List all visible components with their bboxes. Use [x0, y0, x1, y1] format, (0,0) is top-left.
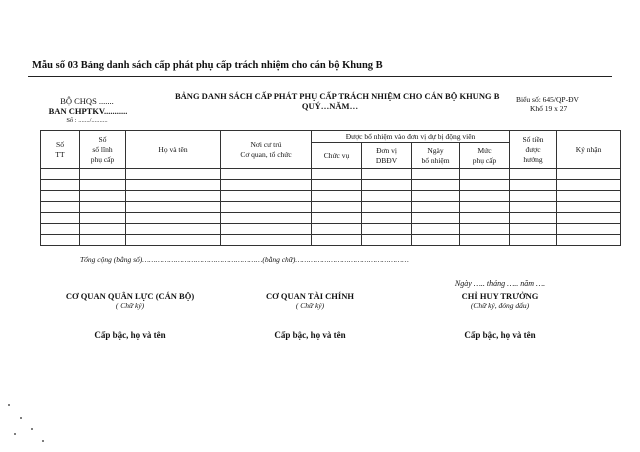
title-underline [28, 76, 612, 77]
table-cell [510, 235, 557, 246]
signature-title-finance: CƠ QUAN TÀI CHÍNH [266, 291, 354, 301]
scan-speck [20, 417, 22, 419]
table-row [41, 202, 621, 213]
table-cell [126, 202, 221, 213]
table-cell [221, 235, 312, 246]
col-ho-ten-header: Họ và tên [126, 131, 221, 169]
allowance-table [40, 130, 621, 246]
col-so-linh-header: Số sổ lĩnh phụ cấp [80, 131, 126, 169]
scan-speck [8, 404, 10, 406]
table-cell [312, 191, 362, 202]
table-cell [510, 213, 557, 224]
table-cell [126, 169, 221, 180]
table-cell [41, 235, 80, 246]
form-title: Mẫu số 03 Bảng danh sách cấp phát phụ cấp trách nhiệm cho cán bộ Khung B [32, 60, 383, 71]
table-cell [460, 202, 510, 213]
table-cell [557, 213, 621, 224]
table-cell [312, 213, 362, 224]
col-stt-header: Số TT [41, 131, 80, 169]
table-cell [312, 180, 362, 191]
signature-note-commander: (Chữ ký, đóng dấu) [470, 301, 530, 310]
table-cell [412, 202, 460, 213]
table-row [41, 224, 621, 235]
col-chuc-vu-header: Chức vụ [312, 143, 362, 169]
org-line-1: BỘ CHQS ....... [60, 96, 114, 106]
table-cell [362, 191, 412, 202]
table-cell [362, 224, 412, 235]
table-cell [312, 235, 362, 246]
table-cell [80, 224, 126, 235]
signature-title-commander: CHỈ HUY TRƯỞNG [461, 291, 539, 301]
table-cell [510, 180, 557, 191]
main-title: BẢNG DANH SÁCH CẤP PHÁT PHỤ CẤP TRÁCH NHIỆM CHO CÁN BỘ KHUNG B [175, 91, 500, 101]
table-cell [557, 235, 621, 246]
totals-line: Tổng cộng (bằng số)………………………………………………(bằng chữ)…………………………………………… [80, 255, 409, 264]
table-cell [412, 191, 460, 202]
table-cell [460, 169, 510, 180]
table-cell [557, 180, 621, 191]
org-line-2: BAN CHPTKV........... [48, 106, 128, 116]
document-number: Số : ......./.......... [66, 117, 108, 124]
table-cell [41, 180, 80, 191]
table-cell [126, 224, 221, 235]
sub-title: QUÝ…NĂM… [301, 101, 359, 111]
col-muc-header: Mức phụ cấp [460, 143, 510, 169]
table-cell [510, 202, 557, 213]
table-row [41, 180, 621, 191]
table-cell [460, 235, 510, 246]
table-cell [221, 180, 312, 191]
table-cell [510, 191, 557, 202]
table-cell [362, 180, 412, 191]
paper-size: Khổ 19 x 27 [530, 104, 568, 113]
table-cell [557, 169, 621, 180]
col-so-tien-header: Số tiền được hưởng [510, 131, 557, 169]
table-cell [362, 213, 412, 224]
table-row [41, 169, 621, 180]
signature-name-commander: Cấp bậc, họ và tên [464, 330, 536, 340]
signature-name-finance: Cấp bậc, họ và tên [274, 330, 346, 340]
table-cell [80, 235, 126, 246]
table-cell [41, 202, 80, 213]
table-cell [412, 235, 460, 246]
table-cell [221, 169, 312, 180]
col-noi-cu-tru-header: Nơi cư trú Cơ quan, tổ chức [221, 131, 312, 169]
table-cell [126, 235, 221, 246]
signature-title-military: CƠ QUAN QUÂN LỰC (CÁN BỘ) [65, 291, 195, 301]
table-cell [460, 191, 510, 202]
scan-speck [42, 440, 44, 442]
col-ngay-header: Ngày bổ nhiệm [412, 143, 460, 169]
table-cell [412, 213, 460, 224]
table-row [41, 213, 621, 224]
table-cell [460, 224, 510, 235]
table-cell [312, 169, 362, 180]
table-cell [80, 191, 126, 202]
table-cell [80, 169, 126, 180]
table-cell [460, 213, 510, 224]
table-cell [510, 169, 557, 180]
col-don-vi-header: Đơn vị DBĐV [362, 143, 412, 169]
table-cell [126, 213, 221, 224]
table-cell [510, 224, 557, 235]
table-cell [412, 180, 460, 191]
table-cell [362, 169, 412, 180]
table-cell [460, 180, 510, 191]
table-cell [362, 202, 412, 213]
table-cell [362, 235, 412, 246]
table-cell [221, 202, 312, 213]
table-cell [41, 224, 80, 235]
group-header: Được bổ nhiệm vào đơn vị dự bị động viên [312, 131, 510, 143]
table-cell [80, 213, 126, 224]
scan-speck [14, 433, 16, 435]
table-cell [557, 202, 621, 213]
table-row [41, 191, 621, 202]
signature-note-military: ( Chữ ký) [115, 301, 145, 310]
table-cell [412, 224, 460, 235]
table-cell [41, 213, 80, 224]
table-cell [126, 180, 221, 191]
table-cell [80, 202, 126, 213]
col-ky-nhan-header: Ký nhận [557, 131, 621, 169]
table-cell [312, 224, 362, 235]
form-code: Biểu số: 645/QP-ĐV [516, 95, 579, 104]
signature-name-military: Cấp bậc, họ và tên [94, 330, 166, 340]
table-row [41, 235, 621, 246]
table-cell [557, 191, 621, 202]
scan-speck [31, 428, 33, 430]
table-cell [41, 191, 80, 202]
signature-note-finance: ( Chữ ký) [295, 301, 325, 310]
table-cell [221, 191, 312, 202]
table-cell [80, 180, 126, 191]
table-cell [221, 224, 312, 235]
table-cell [412, 169, 460, 180]
table-cell [557, 224, 621, 235]
table-cell [221, 213, 312, 224]
table-cell [312, 202, 362, 213]
date-line: Ngày ….. tháng ….. năm …. [454, 279, 546, 288]
table-cell [126, 191, 221, 202]
table-cell [41, 169, 80, 180]
